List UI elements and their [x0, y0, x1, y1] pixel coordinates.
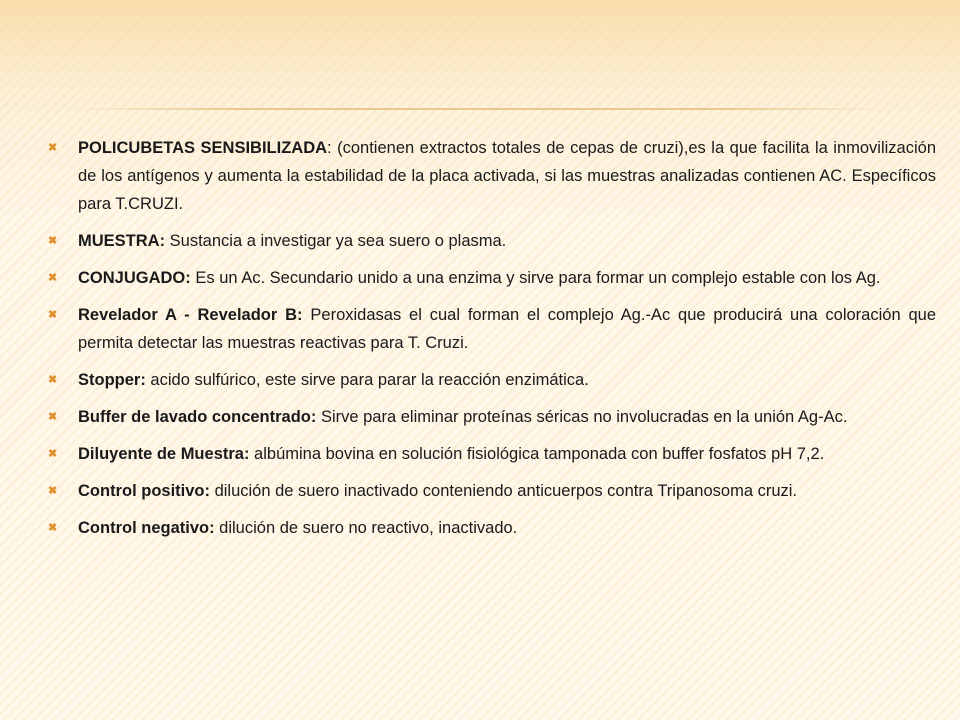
x-mark-bullet-icon: ✖ [48, 522, 58, 534]
list-item-description: dilución de suero no reactivo, inactivado. [214, 519, 518, 537]
x-mark-bullet-icon: ✖ [48, 374, 58, 386]
list-item-buffer [48, 403, 936, 431]
list-item-conjugado [48, 264, 936, 292]
list-item-text [78, 301, 936, 357]
list-item-control-positivo [48, 477, 936, 505]
list-item-text [78, 403, 936, 431]
list-item-term: Control positivo: [78, 482, 210, 500]
list-item-revelador [48, 301, 936, 357]
x-mark-bullet-icon: ✖ [48, 448, 58, 460]
list-item-description: : (contienen extractos totales de cepas de cruzi),es la que facilita la inmovilización de los antígenos y aumenta la estabilidad de la placa activada, si las muestras analizadas contienen AC. Específicos para T.CRUZI. [78, 139, 936, 213]
list-item-text [78, 440, 936, 468]
list-item-text [78, 134, 936, 218]
list-item-term: POLICUBETAS SENSIBILIZADA [78, 139, 328, 157]
list-item-term: MUESTRA: [78, 232, 166, 250]
x-mark-bullet-icon: ✖ [48, 411, 58, 423]
list-item-term: CONJUGADO: [78, 269, 191, 287]
list-item-policubetas [48, 134, 936, 218]
list-item-term: Diluyente de Muestra: [78, 445, 250, 463]
list-item-term: Buffer de lavado concentrado: [78, 408, 317, 426]
list-item-description: albúmina bovina en solución fisiológica tamponada con buffer fosfatos pH 7,2. [249, 445, 825, 463]
list-item-control-negativo [48, 514, 936, 542]
list-item-text [78, 366, 936, 394]
list-item-description: Sirve para eliminar proteínas séricas no involucradas en la unión Ag-Ac. [316, 408, 848, 426]
list-item-diluyente [48, 440, 936, 468]
x-mark-bullet-icon: ✖ [48, 142, 58, 154]
list-item-description: dilución de suero inactivado conteniendo anticuerpos contra Tripanosoma cruzi. [209, 482, 797, 500]
list-item-muestra [48, 227, 936, 255]
list-item-text [78, 264, 936, 292]
x-mark-bullet-icon: ✖ [48, 272, 58, 284]
list-item-text [78, 477, 936, 505]
title-divider [70, 108, 890, 110]
list-item-term: Stopper: [78, 371, 146, 389]
bullet-list [48, 134, 936, 551]
list-item-description: Sustancia a investigar ya sea suero o plasma. [165, 232, 507, 250]
list-item-term: Revelador A - Revelador B: [78, 306, 303, 324]
header-band [0, 0, 960, 110]
x-mark-bullet-icon: ✖ [48, 235, 58, 247]
list-item-text [78, 227, 936, 255]
list-item-stopper [48, 366, 936, 394]
x-mark-bullet-icon: ✖ [48, 485, 58, 497]
list-item-term: Control negativo: [78, 519, 215, 537]
list-item-description: acido sulfúrico, este sirve para parar la reacción enzimática. [145, 371, 589, 389]
x-mark-bullet-icon: ✖ [48, 309, 58, 321]
list-item-description: Peroxidasas el cual forman el complejo Ag.-Ac que producirá una coloración que permita detectar las muestras reactivas para T. Cruzi. [78, 306, 936, 352]
list-item-text [78, 514, 936, 542]
list-item-description: Es un Ac. Secundario unido a una enzima y sirve para formar un complejo estable con los Ag. [190, 269, 881, 287]
